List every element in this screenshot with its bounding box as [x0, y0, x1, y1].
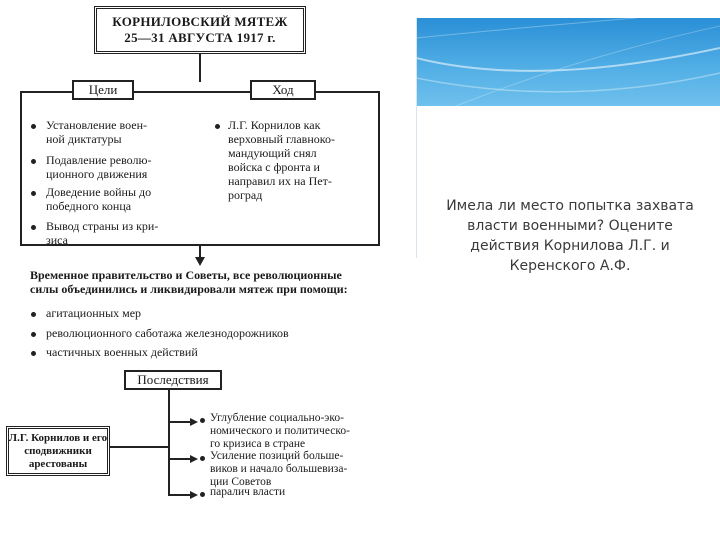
suppression-bullet — [31, 332, 36, 337]
left-arrested-connector — [110, 446, 168, 448]
suppression-intro: Временное правительство и Советы, все революционные силы объединились и ликвидировали мятеж при помощи: — [30, 268, 348, 296]
branch-1 — [168, 421, 190, 423]
branch-arrow-3 — [190, 491, 198, 499]
goal-bullet — [31, 225, 36, 230]
suppression-bullet — [31, 351, 36, 356]
right-vertical-line — [378, 91, 380, 246]
consequence-bullet — [200, 456, 205, 461]
suppression-bullet — [31, 312, 36, 317]
arrested-text: Л.Г. Корнилов и его сподвижники арестованы — [8, 431, 108, 470]
diagram-title — [94, 6, 306, 54]
goal-bullet — [31, 124, 36, 129]
branch-arrow-1 — [190, 418, 198, 426]
title-line-2: 25—31 АВГУСТА 1917 г. — [124, 30, 276, 45]
goals-header — [72, 80, 134, 100]
left-vertical-line — [20, 91, 22, 246]
suppression-item: революционного саботажа железнодорожников — [46, 326, 289, 340]
arrested-box — [6, 426, 110, 476]
branch-arrow-2 — [190, 455, 198, 463]
goal-item: Подавление револю- ционного движения — [46, 153, 152, 181]
course-bullet — [215, 124, 220, 129]
consequence-item: Углубление социально-эко- номического и политическо- го кризиса в стране — [210, 412, 350, 450]
consequences-header — [124, 370, 222, 390]
course-header — [250, 80, 316, 100]
consequence-item: паралич власти — [210, 486, 286, 498]
suppression-item: частичных военных действий — [46, 345, 198, 359]
decorative-blue-banner — [416, 18, 720, 106]
slide-divider — [416, 18, 417, 258]
course-item: Л.Г. Корнилов как верховный главноко- мандующий снял войска с фронта и направил их на Пет- роград — [228, 118, 335, 202]
consequence-bullet — [200, 418, 205, 423]
consequences-header-label: Последствия — [137, 372, 209, 387]
suppression-item: агитационных мер — [46, 306, 142, 320]
goal-item: Установление воен- ной диктатуры — [46, 118, 147, 146]
goal-bullet — [31, 191, 36, 196]
banner-swoosh-icon — [416, 18, 720, 106]
down-arrow-1 — [195, 257, 205, 266]
course-header-label: Ход — [272, 82, 294, 97]
consequence-bullet — [200, 492, 205, 497]
goal-item: Доведение войны до победного конца — [46, 185, 152, 213]
goals-header-label: Цели — [88, 82, 118, 97]
goal-bullet — [31, 159, 36, 164]
title-connector — [199, 54, 201, 82]
consequence-item: Усиление позиций больше- виков и начало большевиза- ции Советов — [210, 450, 348, 488]
consequences-stem — [168, 390, 170, 496]
branch-3 — [168, 494, 190, 496]
goal-item: Вывод страны из кри- зиса — [46, 219, 159, 247]
title-line-1: КОРНИЛОВСКИЙ МЯТЕЖ — [112, 14, 288, 29]
branch-2 — [168, 458, 190, 460]
discussion-question: Имела ли место попытка захвата власти военными? Оцените действия Корнилова Л.Г. и Керенского А.Ф. — [446, 198, 694, 274]
